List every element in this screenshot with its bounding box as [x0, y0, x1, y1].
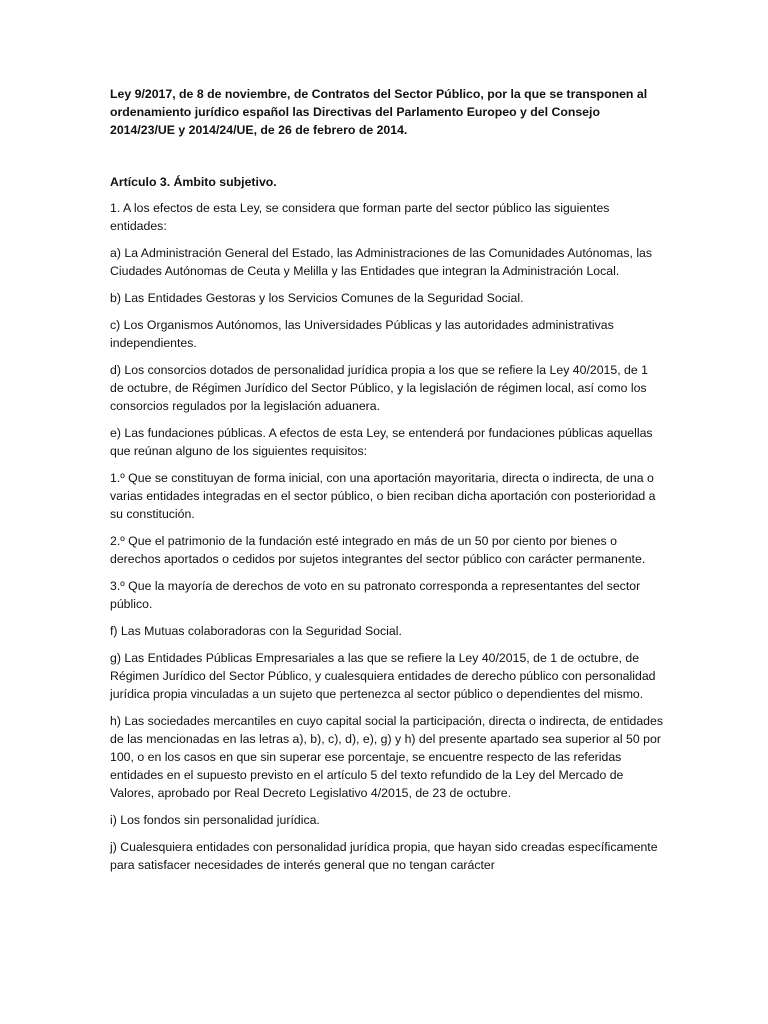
- paragraph-e-1: 1.º Que se constituyan de forma inicial, con una aportación mayoritaria, directa o indirecta, de una o varias entidades integradas en el sector público, o bien reciban dicha aportación con posterioridad a su constitución.: [110, 471, 656, 521]
- paragraph-e: e) Las fundaciones públicas. A efectos de esta Ley, se entenderá por fundaciones públicas aquellas que reúnan alguno de los siguientes requisitos:: [110, 426, 653, 458]
- paragraph-b: b) Las Entidades Gestoras y los Servicios Comunes de la Seguridad Social.: [110, 291, 524, 305]
- paragraph-e-3: 3.º Que la mayoría de derechos de voto en su patronato corresponda a representantes del sector público.: [110, 579, 641, 611]
- document-title: Ley 9/2017, de 8 de noviembre, de Contratos del Sector Público, por la que se transponen al ordenamiento jurídico español las Directivas del Parlamento Europeo y del Consejo 2014/23/UE y 2014/24/UE, de 26 de febrero de 2014.: [110, 87, 648, 137]
- paragraph-a: a) La Administración General del Estado, las Administraciones de las Comunidades Autónomas, las Ciudades Autónomas de Ceuta y Melilla y las Entidades que integran la Administración Local.: [110, 246, 653, 278]
- paragraph-j: j) Cualesquiera entidades con personalidad jurídica propia, que hayan sido creadas específicamente para satisfacer necesidades de interés general que no tengan carácter: [110, 840, 658, 872]
- paragraph-i: i) Los fondos sin personalidad jurídica.: [110, 813, 320, 827]
- paragraph-1: 1. A los efectos de esta Ley, se considera que forman parte del sector público las siguientes entidades:: [110, 201, 610, 233]
- paragraph-d: d) Los consorcios dotados de personalidad jurídica propia a los que se refiere la Ley 40/2015, de 1 de octubre, de Régimen Jurídico del Sector Público, y la legislación de régimen local, así como los consorcios regulados por la legislación aduanera.: [110, 363, 648, 413]
- paragraph-g: g) Las Entidades Públicas Empresariales a las que se refiere la Ley 40/2015, de 1 de octubre, de Régimen Jurídico del Sector Público, y cualesquiera entidades de derecho público con personalidad jurídica propia vinculadas a un sujeto que pertenezca al sector público o dependientes del mismo.: [110, 651, 656, 701]
- document-page: [110, 85, 665, 874]
- paragraph-e-2: 2.º Que el patrimonio de la fundación esté integrado en más de un 50 por ciento por bienes o derechos aportados o cedidos por sujetos integrantes del sector público con carácter permanente.: [110, 534, 646, 566]
- paragraph-h: h) Las sociedades mercantiles en cuyo capital social la participación, directa o indirecta, de entidades de las mencionadas en las letras a), b), c), d), e), g) y h) del presente apartado sea superior al 50 por 100, o en los casos en que sin superar ese porcentaje, se encuentre respecto de las referidas entidades en el supuesto previsto en el artículo 5 del texto refundido de la Ley del Mercado de Valores, aprobado por Real Decreto Legislativo 4/2015, de 23 de octubre.: [110, 714, 663, 800]
- paragraph-f: f) Las Mutuas colaboradoras con la Seguridad Social.: [110, 624, 402, 638]
- article-heading: Artículo 3. Ámbito subjetivo.: [110, 175, 277, 189]
- paragraph-c: c) Los Organismos Autónomos, las Universidades Públicas y las autoridades administrativas independientes.: [110, 318, 614, 350]
